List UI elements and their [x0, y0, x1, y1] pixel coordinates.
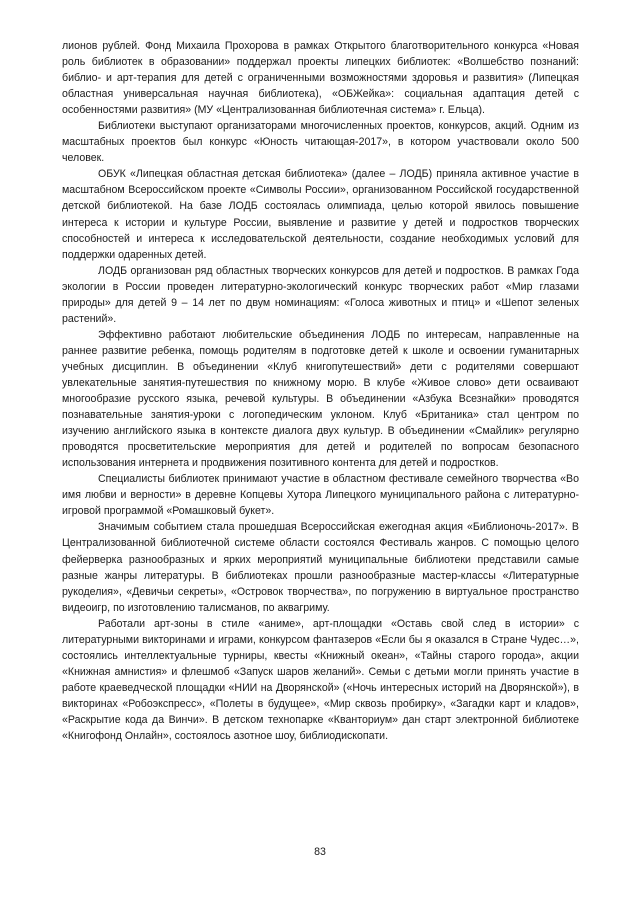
paragraph-continued: лионов рублей. Фонд Михаила Прохорова в рамках Открытого благотворительного конкурса «Новая роль библиотек в образовании» поддержал проекты липецких библиотек: «Волшебство познаний: библио- и арт-терапия для детей с ограниченными возможностями здоровья и развития» (Липецкая областная универсальная научная библиотека), «ОБЖейка»: социальная адаптация детей с особенностями развития» (МУ «Централизованная библиотечная система» г. Ельца). [62, 40, 579, 117]
paragraph: Библиотеки выступают организаторами многочисленных проектов, конкурсов, акций. Одним из масштабных проектов был конкурс «Юность читающая-2017», в котором участвовали около 500 человек. [62, 120, 579, 165]
paragraph: Эффективно работают любительские объединения ЛОДБ по интересам, направленные на раннее развитие ребенка, помощь родителям в подготовке детей к школе и освоении гуманитарных учебных дисциплин. В объединении «Клуб книгопутешествий» дети с родителями совершают увлекательные занятия-путешествия по книжному морю. В клубе «Живое слово» дети осваивают многообразие русского языка, речевой культуры. В объединении «Азбука Всезнайки» проводятся познавательные занятия-уроки с логопедическим уклоном. Клуб «Британика» стал центром по изучению английского языка в контексте диалога двух культур. В объединении «Смайлик» регулярно проводятся просветительские мероприятия для детей и родителей по вопросам безопасного использования интернета и продвижения позитивного контента для детей и подростков. [62, 328, 579, 470]
paragraph: ЛОДБ организован ряд областных творческих конкурсов для детей и подростков. В рамках Года экологии в России проведен литературно-экологический конкурс творческих работ «Мир глазами природы» для детей 9 – 14 лет по двум номинациям: «Голоса животных и птиц» и «Шепот зеленых растений». [62, 264, 579, 325]
paragraph: ОБУК «Липецкая областная детская библиотека» (далее – ЛОДБ) приняла активное участие в масштабном Всероссийском проекте «Символы России», организованном Российской государственной детской библиотекой. На базе ЛОДБ состоялась олимпиада, целью которой явилось повышение интереса к истории и культуре России, выявление и развитие у детей и подростков творческих способностей и интереса к исследовательской деятельности, создание необходимых условий для поддержки одаренных детей. [62, 168, 579, 261]
paragraph: Специалисты библиотек принимают участие в областном фестивале семейного творчества «Во имя любви и верности» в деревне Копцевы Хутора Липецкого муниципального района с литературно-игровой программой «Ромашковый букет». [62, 473, 579, 518]
paragraph: Значимым событием стала прошедшая Всероссийская ежегодная акция «Библионочь-2017». В Централизованной библиотечной системе области состоялся Фестиваль жанров. С помощью целого фейерверка разнообразных и ярких мероприятий муниципальные библиотеки представили самые разные жанры литературы. В библиотеках прошли разнообразные мастер-классы «Литературные рукоделия», «Девичьи секреты», «Островок творчества», по погружению в виртуальное пространство видеоигр, по изготовлению талисманов, по аквагриму. [62, 521, 579, 614]
document-body [62, 38, 579, 744]
page-number: 83 [314, 846, 326, 858]
paragraph: Работали арт-зоны в стиле «аниме», арт-площадки «Оставь свой след в истории» с литературными викторинами и играми, конкурсом фантазеров «Если бы я оказался в Стране Чудес…», состоялись интеллектуальные турниры, квесты «Книжный океан», «Тайны старого города», акции «Книжная амнистия» и флешмоб «Запуск шаров желаний». Семьи с детьми могли принять участие в работе краеведческой площадки «НИИ на Дворянской» («Ночь интересных историй на Дворянской»), в викторинах «Робоэкспресс», «Полеты в будущее», «Мир сквозь пробирку», «Загадки карт и кладов», «Раскрытие кода да Винчи». В детском технопарке «Кванториум» дан старт электронной библиотеке «Книгофонд Онлайн», состоялось азотное шоу, библиодископати. [62, 617, 579, 743]
